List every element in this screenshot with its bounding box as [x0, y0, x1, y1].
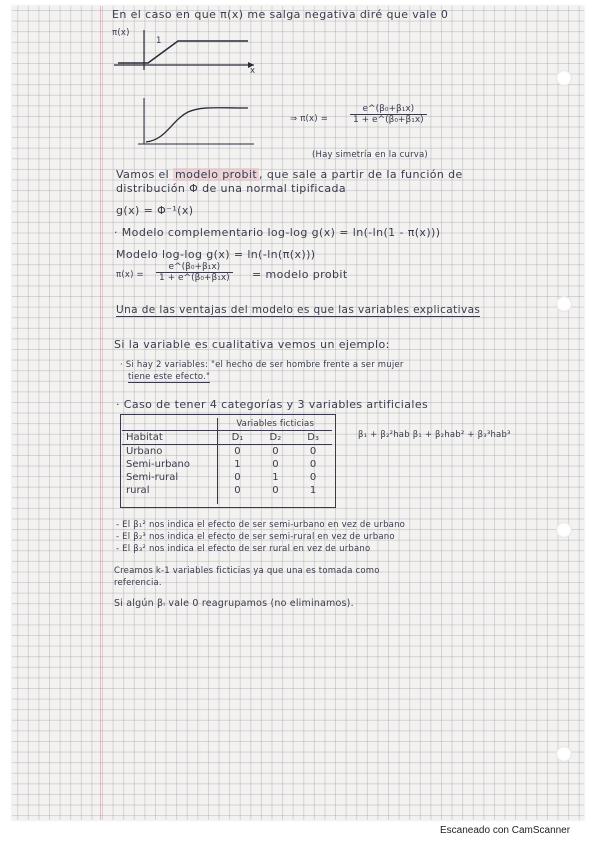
col-d1: D₁ [218, 431, 257, 445]
camscanner-footer: Escaneado con CamScanner [440, 825, 571, 836]
logit-numerator: e^(β₀+β₁x) [350, 104, 427, 115]
symmetry-note: (Hay simetría en la curva) [312, 150, 428, 160]
punch-hole [556, 70, 572, 86]
step-graph [108, 28, 258, 78]
punch-hole [556, 746, 572, 762]
cell: 0 [272, 459, 279, 470]
col-label: Habitat [122, 431, 218, 445]
case-four: · Caso de tener 4 categorías y 3 variables artificiales [116, 398, 429, 411]
probit-denominator: 1 + e^(β₀+β₁x) [159, 273, 230, 283]
probit-intro-a: Vamos el [116, 168, 170, 181]
cell: 1 [272, 472, 279, 483]
probit-label: = modelo probit [252, 268, 348, 281]
cell: 0 [218, 484, 257, 504]
bullet-rural: - El β₃² nos indica el efecto de ser rural en vez de urbano [116, 544, 371, 554]
qualitative-line: Si la variable es cualitativa vemos un ejemplo: [114, 338, 390, 351]
note-line-negative: En el caso en que π(x) me salga negativa diré que vale 0 [112, 8, 449, 21]
col-d2: D₂ [257, 431, 295, 445]
probit-intro [116, 168, 463, 181]
col-d3: D₃ [294, 431, 332, 445]
complementary-model: · Modelo complementario log-log g(x) = ln(-ln(1 - π(x))) [114, 226, 441, 239]
logit-fraction [350, 104, 427, 125]
logit-lhs: ⇒ π(x) = [290, 114, 329, 124]
probit-fraction [156, 262, 233, 283]
row-label: Urbano [126, 446, 163, 457]
table-frame [120, 414, 336, 508]
cell: 0 [309, 459, 317, 470]
g-phi: g(x) = Φ⁻¹(x) [116, 204, 194, 217]
margin-line [100, 6, 101, 820]
row-label: Semi-urbano [126, 459, 191, 470]
logistic-graph [136, 96, 256, 154]
pi-eq: π(x) = [116, 270, 144, 280]
row-label: rural [126, 485, 150, 496]
graph1-ylabel: π(x) [112, 28, 130, 38]
row-label: Semi-rural [126, 472, 179, 483]
loglog-model: Modelo log-log g(x) = ln(-ln(π(x))) [116, 248, 316, 261]
punch-hole [556, 296, 572, 312]
graph1-xlabel: x [250, 66, 256, 76]
example1-b: tiene este efecto." [128, 372, 211, 382]
bullet-semi-urbano: - El β₁² nos indica el efecto de ser semi-urbano en vez de urbano [116, 520, 406, 530]
logit-denominator: 1 + e^(β₀+β₁x) [353, 115, 424, 125]
probit-intro-c: , que sale a partir de la función de [259, 168, 463, 181]
zero-beta-line: Si algún βᵢ vale 0 reagrupamos (no eliminamos). [114, 598, 354, 609]
cell: 0 [309, 472, 317, 483]
cell: 1 [309, 485, 317, 496]
notebook-page [12, 6, 584, 820]
punch-hole [556, 522, 572, 538]
probit-highlight: modelo probit [175, 168, 258, 181]
create-line1: Creamos k-1 variables ficticias ya que una es tomada como [114, 566, 380, 576]
cell: 0 [218, 445, 257, 459]
cell: 1 [218, 458, 257, 471]
cell: 0 [272, 485, 279, 496]
probit-numerator: e^(β₀+β₁x) [156, 262, 233, 273]
bullet-semi-rural: - El β₂³ nos indica el efecto de ser semi-rural en vez de urbano [116, 532, 395, 542]
probit-line2: distribución Φ de una normal tipificada [116, 182, 346, 195]
advantage-line: Una de las ventajas del modelo es que las variables explicativas [116, 304, 481, 316]
beta-formula: β₁ + β₂²hab β₁ + β₂hab² + β₃³hab³ [358, 430, 511, 440]
graph1-one: 1 [156, 36, 162, 46]
group-header: Variables ficticias [218, 418, 332, 431]
cell: 0 [272, 446, 279, 457]
example1-a: · Si hay 2 variables: "el hecho de ser hombre frente a ser mujer [120, 360, 404, 370]
cell: 0 [218, 471, 257, 484]
create-line2: referencia. [114, 578, 162, 588]
cell: 0 [309, 446, 317, 457]
